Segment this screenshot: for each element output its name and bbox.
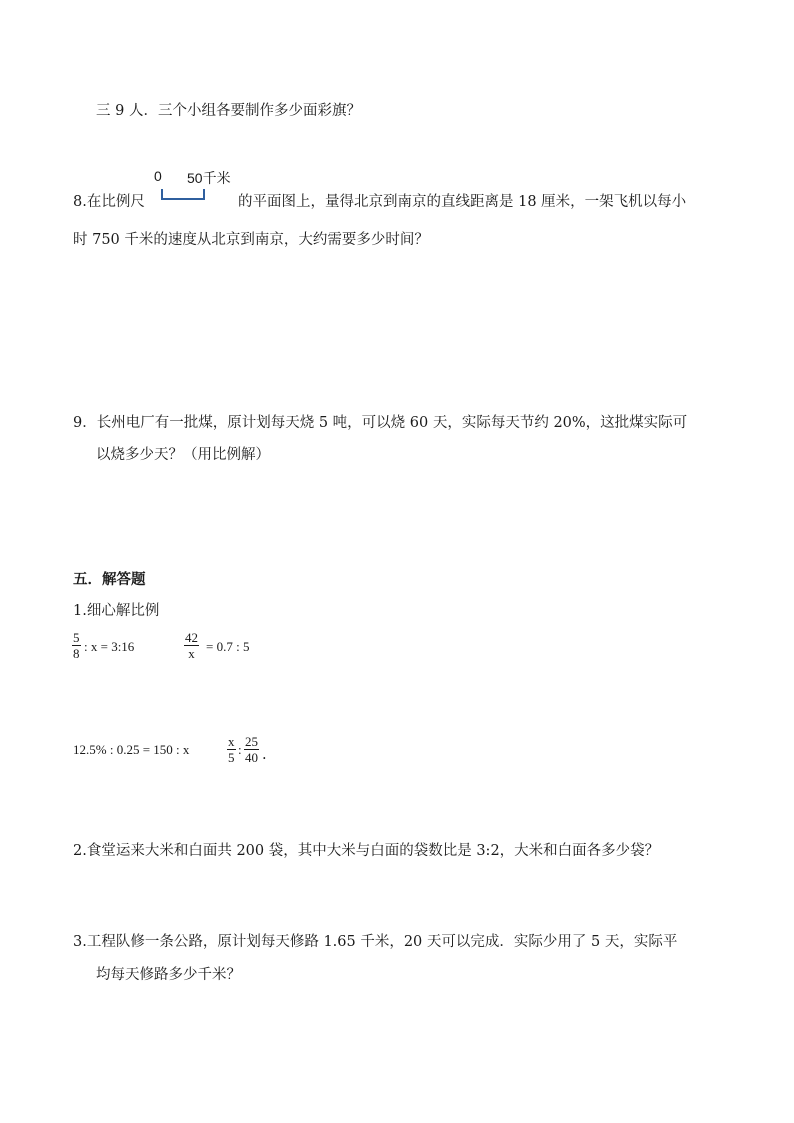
q8-suffix: 的平面图上，量得北京到南京的直线距离是 18 厘米，一架飞机以每小 <box>238 194 687 210</box>
section5-p2: 2.食堂运来大米和白面共 200 袋，其中大米与白面的袋数比是 3:2，大米和白面各多少袋？ <box>73 843 660 859</box>
q8-line2: 时 750 千米的速度从北京到南京，大约需要多少时间？ <box>73 232 429 248</box>
eq1-numerator: 5 <box>73 630 80 645</box>
section5-p3-line2: 均每天修路多少千米？ <box>96 967 241 983</box>
eq4-fraction-2 <box>244 734 259 765</box>
eq4-numerator-2: 25 <box>245 734 258 749</box>
q8-prefix: 8.在比例尺 <box>73 194 145 210</box>
q7-continuation: 三 9 人．三个小组各要制作多少面彩旗？ <box>96 103 361 119</box>
eq4-numerator-1: x <box>228 734 235 749</box>
eq1-fraction <box>72 630 81 661</box>
eq4-separator: : <box>238 742 242 757</box>
eq2-denominator: x <box>188 646 195 661</box>
scale-bar <box>160 188 206 202</box>
eq1-denominator: 8 <box>73 646 80 661</box>
eq1-rest: : x = 3:16 <box>84 639 135 654</box>
eq2-fraction <box>184 630 199 661</box>
scale-start-label: 0 <box>154 168 162 184</box>
scale-end-label: 50千米 <box>187 170 231 186</box>
eq4-end: . <box>262 747 267 763</box>
eq4-fraction-1 <box>227 734 236 765</box>
section5-p1-title: 1.细心解比例 <box>73 603 160 619</box>
eq3: 12.5% : 0.25 = 150 : x <box>73 742 190 757</box>
section5-title: 五．解答题 <box>73 571 146 588</box>
q9-line1: 9．长州电厂有一批煤，原计划每天烧 5 吨，可以烧 60 天，实际每天节约 20%，这批煤实际可 <box>73 415 688 431</box>
eq4-denominator-2: 40 <box>245 750 258 765</box>
section5-p3-line1: 3.工程队修一条公路，原计划每天修路 1.65 千米，20 天可以完成．实际少用了 5 天，实际平 <box>73 934 678 950</box>
eq2-numerator: 42 <box>185 630 198 645</box>
eq2-rest: = 0.7 : 5 <box>206 639 250 654</box>
q9-line2: 以烧多少天？（用比例解） <box>96 447 270 463</box>
eq4-denominator-1: 5 <box>228 750 235 765</box>
